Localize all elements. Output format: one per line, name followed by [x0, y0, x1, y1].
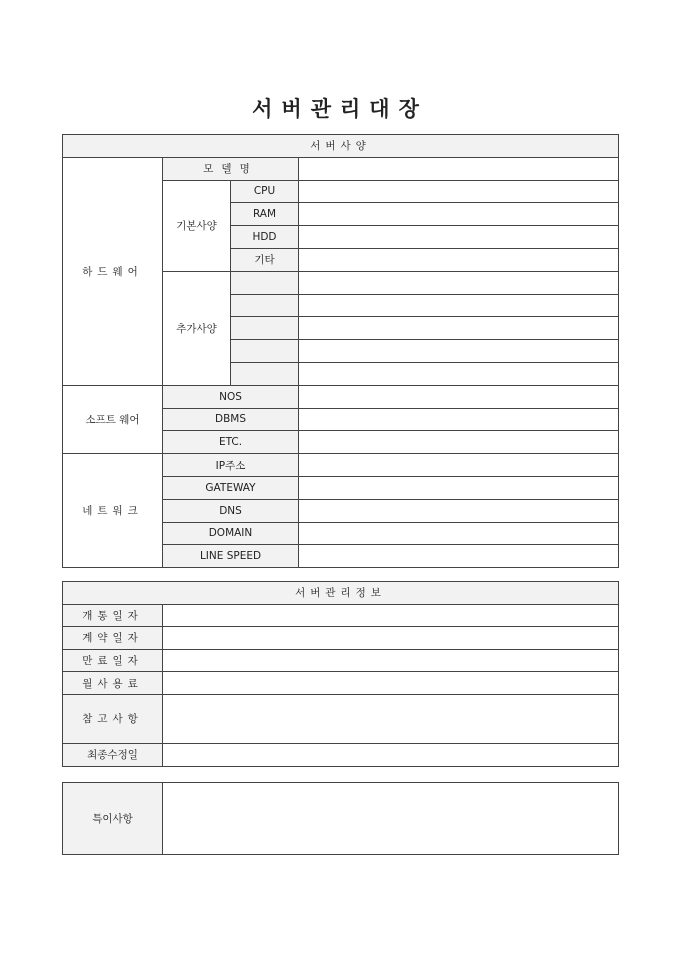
additional-item-value[interactable]	[299, 317, 619, 340]
table-row	[63, 454, 619, 477]
additional-item-value[interactable]	[299, 294, 619, 317]
contract-date-label: 계약일자	[63, 627, 163, 650]
monthly-fee-label: 월사용료	[63, 672, 163, 695]
hdd-value[interactable]	[299, 226, 619, 249]
domain-value[interactable]	[299, 522, 619, 545]
line-speed-label: LINE SPEED	[163, 545, 299, 568]
server-management-table	[62, 581, 619, 767]
table-row	[63, 743, 619, 766]
additional-item-value[interactable]	[299, 271, 619, 294]
table-row	[63, 783, 619, 855]
table-row	[63, 649, 619, 672]
hdd-label: HDD	[231, 226, 299, 249]
dbms-value[interactable]	[299, 408, 619, 431]
additional-spec-label: 추가사양	[163, 271, 231, 385]
ip-address-label: IP주소	[163, 454, 299, 477]
cpu-value[interactable]	[299, 180, 619, 203]
additional-item-label[interactable]	[231, 271, 299, 294]
cpu-label: CPU	[231, 180, 299, 203]
gateway-value[interactable]	[299, 476, 619, 499]
reference-label: 참고사항	[63, 694, 163, 743]
reference-value[interactable]	[163, 694, 619, 743]
additional-item-label[interactable]	[231, 340, 299, 363]
additional-item-value[interactable]	[299, 362, 619, 385]
spec-header-row	[63, 135, 619, 158]
table-row	[63, 157, 619, 180]
line-speed-value[interactable]	[299, 545, 619, 568]
domain-label: DOMAIN	[163, 522, 299, 545]
open-date-label: 개통일자	[63, 604, 163, 627]
additional-item-label[interactable]	[231, 294, 299, 317]
nos-label: NOS	[163, 385, 299, 408]
additional-item-value[interactable]	[299, 340, 619, 363]
table-row	[63, 672, 619, 695]
ram-label: RAM	[231, 203, 299, 226]
dns-label: DNS	[163, 499, 299, 522]
hardware-label: 하드웨어	[63, 157, 163, 385]
spec-header: 서버사양	[63, 135, 619, 158]
basic-spec-label: 기본사양	[163, 180, 231, 271]
software-label: 소프트 웨어	[63, 385, 163, 453]
mgmt-header: 서버관리정보	[63, 582, 619, 605]
etc-sw-label: ETC.	[163, 431, 299, 454]
etc-hw-value[interactable]	[299, 248, 619, 271]
server-spec-table	[62, 134, 619, 568]
contract-date-value[interactable]	[163, 627, 619, 650]
monthly-fee-value[interactable]	[163, 672, 619, 695]
notes-value[interactable]	[163, 783, 619, 855]
open-date-value[interactable]	[163, 604, 619, 627]
additional-item-label[interactable]	[231, 362, 299, 385]
expiry-date-value[interactable]	[163, 649, 619, 672]
table-row	[63, 604, 619, 627]
mgmt-header-row	[63, 582, 619, 605]
table-row	[63, 694, 619, 743]
last-modified-value[interactable]	[163, 743, 619, 766]
notes-label: 특이사항	[63, 783, 163, 855]
last-modified-label: 최종수정일	[63, 743, 163, 766]
dbms-label: DBMS	[163, 408, 299, 431]
expiry-date-label: 만료일자	[63, 649, 163, 672]
gateway-label: GATEWAY	[163, 476, 299, 499]
network-label: 네트워크	[63, 454, 163, 568]
table-row	[63, 385, 619, 408]
page-title: 서버관리대장	[252, 97, 428, 121]
model-name-label: 모델명	[163, 157, 299, 180]
etc-sw-value[interactable]	[299, 431, 619, 454]
additional-item-label[interactable]	[231, 317, 299, 340]
etc-hw-label: 기타	[231, 248, 299, 271]
model-name-value[interactable]	[299, 157, 619, 180]
ip-address-value[interactable]	[299, 454, 619, 477]
notes-table	[62, 782, 619, 855]
dns-value[interactable]	[299, 499, 619, 522]
nos-value[interactable]	[299, 385, 619, 408]
table-row	[63, 627, 619, 650]
ram-value[interactable]	[299, 203, 619, 226]
